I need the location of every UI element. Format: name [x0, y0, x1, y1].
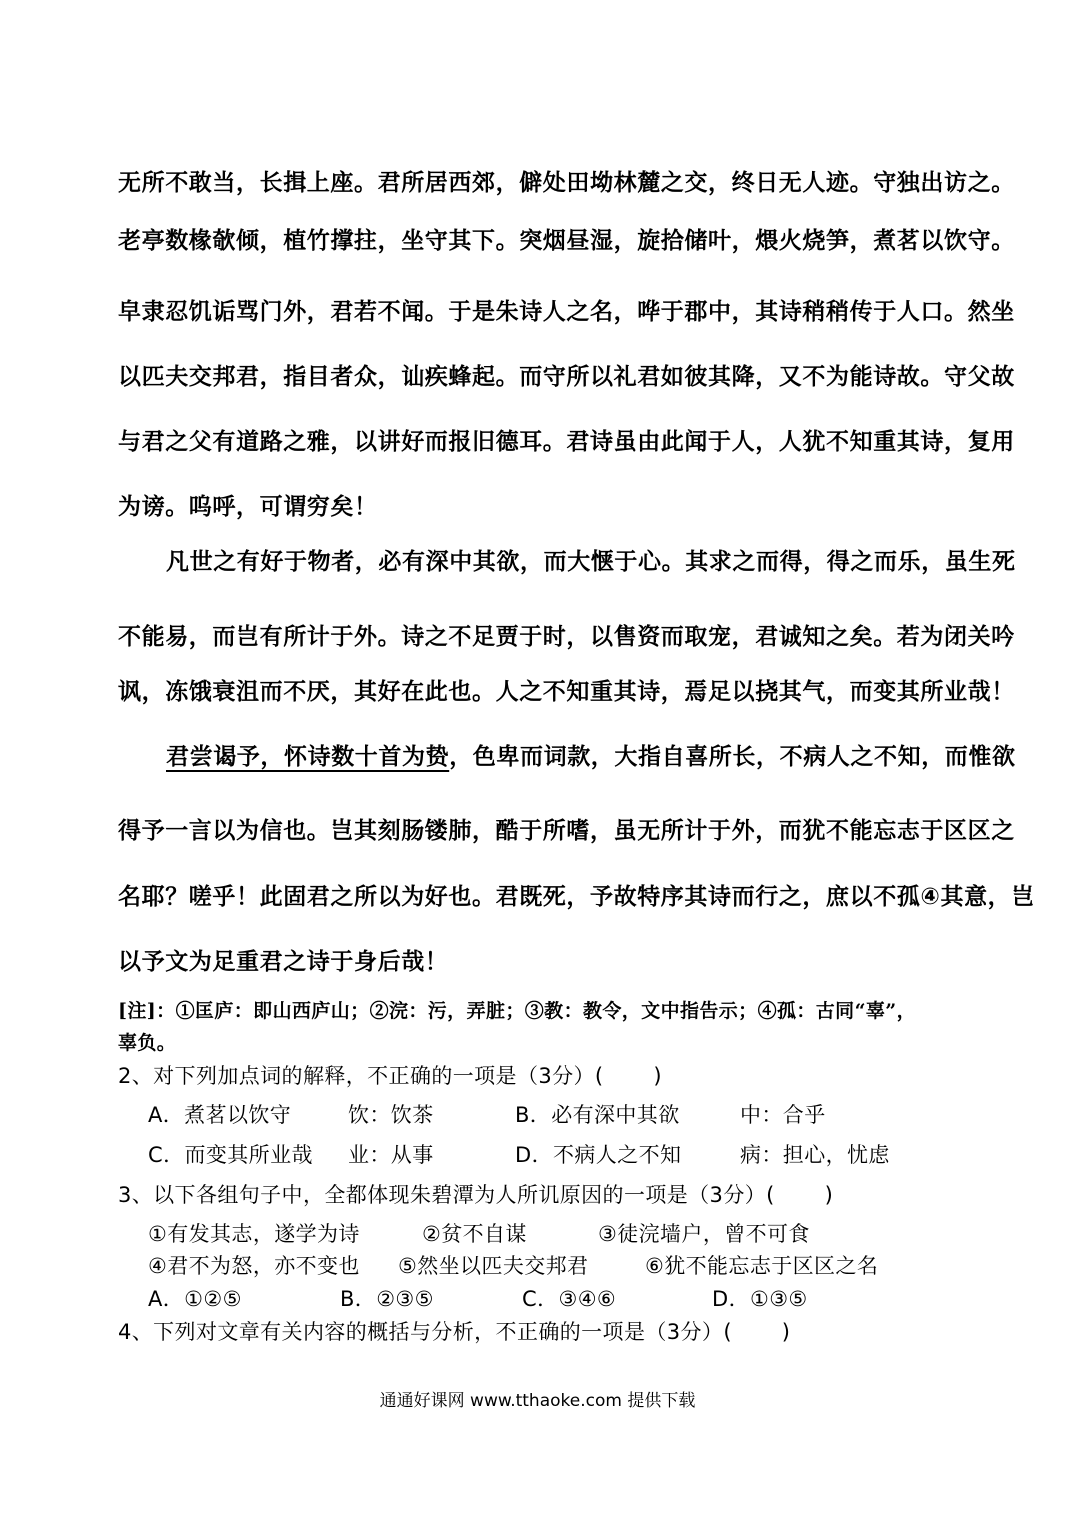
- annotation-note: 辜负。: [118, 1032, 177, 1054]
- passage-text: ，色卑而词款，大指自喜所长，不病人之不知，而惟欲: [449, 744, 1016, 770]
- page-footer: 通通好课网 www.tthaoke.com 提供下载: [379, 1391, 696, 1411]
- q3-sentence-6: ⑥犹不能忘志于区区之名: [645, 1254, 879, 1278]
- q3-sentence-5: ⑤然坐以匹夫交邦君: [398, 1254, 589, 1278]
- passage-line: 不能易，而岂有所计于外。诗之不足贾于时，以售资而取宠，君诚知之矣。若为闭关吟: [118, 624, 1015, 650]
- passage-line: 与君之父有道路之雅，以讲好而报旧德耳。君诗虽由此闻于人，人犹不知重其诗，复用: [118, 429, 1015, 455]
- q3-sentence-4: ④君不为怒，亦不变也: [148, 1254, 360, 1278]
- question-2-stem: 2、对下列加点词的解释，不正确的一项是（3分）( ): [118, 1064, 662, 1088]
- q3-sentence-3: ③徒浣墙户，曾不可食: [598, 1222, 810, 1246]
- question-4-stem: 4、下列对文章有关内容的概括与分析，不正确的一项是（3分）( ): [118, 1320, 791, 1344]
- q2-option-b: B．必有深中其欲: [515, 1103, 680, 1127]
- q2-option-c-gloss: 业：从事: [348, 1143, 434, 1167]
- passage-line: [166, 746, 1016, 769]
- q2-option-d: D．不病人之不知: [515, 1143, 682, 1167]
- q3-option-b: B．②③⑤: [340, 1287, 434, 1311]
- underlined-sentence: 君尝谒予，怀诗数十首为贽: [166, 744, 450, 770]
- q3-sentence-2: ②贫不自谋: [422, 1222, 527, 1246]
- q3-option-d: D．①③⑤: [712, 1287, 808, 1311]
- passage-line: 为谤。呜呼，可谓穷矣！: [118, 494, 378, 520]
- passage-line: 凡世之有好于物者，必有深中其欲，而大惬于心。其求之而得，得之而乐，虽生死: [166, 549, 1016, 575]
- passage-line: 得予一言以为信也。岂其刻肠镂肺，酷于所嗜，虽无所计于外，而犹不能忘志于区区之: [118, 818, 1015, 844]
- passage-line: 以予文为足重君之诗于身后哉！: [118, 949, 449, 975]
- q3-option-c: C．③④⑥: [522, 1287, 617, 1311]
- passage-line: 老亭数椽欹倾，植竹撑拄，坐守其下。突烟昼湿，旋拾储叶，煨火烧笋，煮茗以饮守。: [118, 228, 1015, 254]
- passage-line: 以匹夫交邦君，指目者众，讪疾蜂起。而守所以礼君如彼其降，又不为能诗故。守父故: [118, 364, 1015, 390]
- passage-line: 名耶？嗟乎！此固君之所以为好也。君既死，予故特序其诗而行之，庶以不孤④其意，岂: [118, 884, 1035, 910]
- q2-option-b-gloss: 中：合乎: [740, 1103, 826, 1127]
- q2-option-d-gloss: 病：担心，忧虑: [740, 1143, 890, 1167]
- question-3-stem: 3、以下各组句子中，全都体现朱碧潭为人所讥原因的一项是（3分）( ): [118, 1183, 834, 1207]
- annotation-note: [注]：①匡庐：即山西庐山；②浣：污，弄脏；③教：教令，文中指告示；④孤：古同“辜”，: [118, 1000, 917, 1022]
- q2-option-a-gloss: 饮：饮茶: [348, 1103, 434, 1127]
- q2-option-c: C．而变其所业哉: [148, 1143, 313, 1167]
- q3-option-a: A．①②⑤: [148, 1287, 242, 1311]
- passage-line: 无所不敢当，长揖上座。君所居西郊，僻处田坳林麓之交，终日无人迹。守独出访之。: [118, 170, 1015, 196]
- passage-line: 讽，冻饿衰沮而不厌，其好在此也。人之不知重其诗，焉足以挠其气，而变其所业哉！: [118, 679, 1015, 705]
- q3-sentence-1: ①有发其志，遂学为诗: [148, 1222, 360, 1246]
- passage-line: 皁隶忍饥诟骂门外，君若不闻。于是朱诗人之名，哗于郡中，其诗稍稍传于人口。然坐: [118, 299, 1015, 325]
- q2-option-a: A．煮茗以饮守: [148, 1103, 292, 1127]
